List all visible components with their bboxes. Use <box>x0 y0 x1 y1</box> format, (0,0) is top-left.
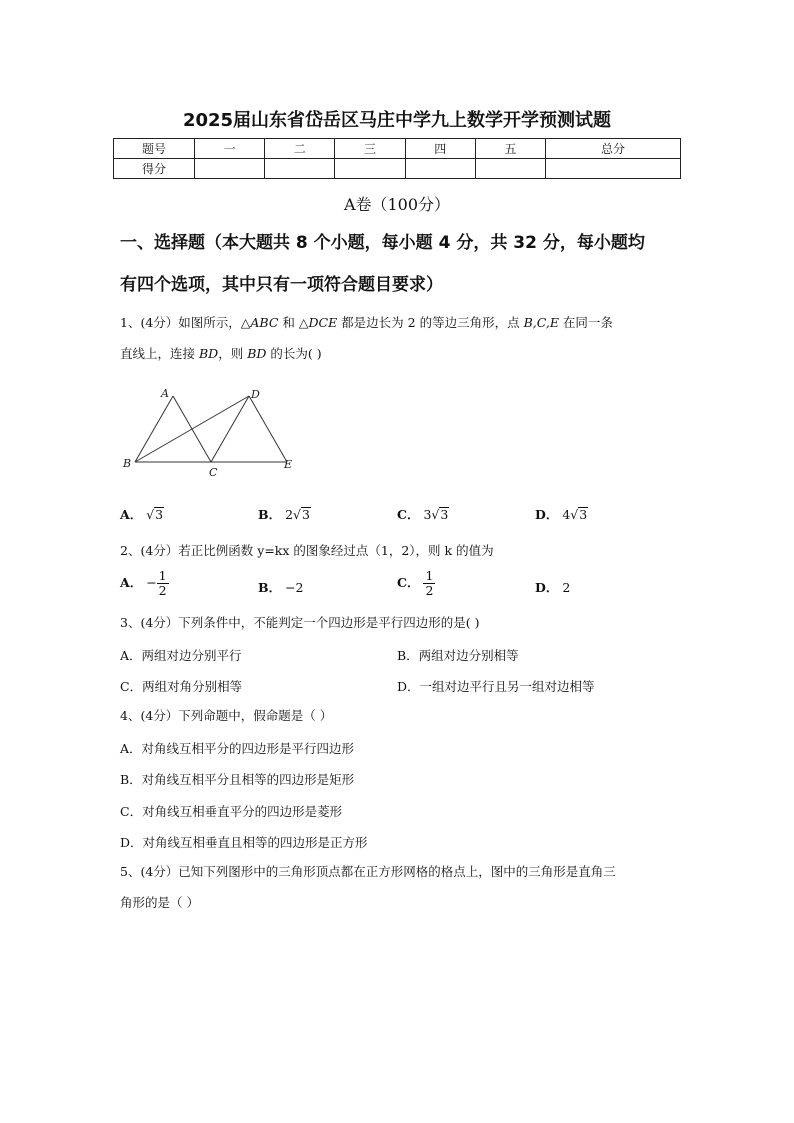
part1-heading-line1: 一、选择题（本大题共 8 个小题，每小题 4 分，共 32 分，每小题均 <box>120 233 645 253</box>
score-header-cell: 总分 <box>546 139 681 159</box>
score-header-cell: 五 <box>475 139 545 159</box>
section-a-heading: A卷（100分） <box>343 195 451 214</box>
score-table <box>113 138 681 179</box>
q1-option-b[interactable]: B． 2√3 <box>258 507 310 522</box>
part1-heading-line2: 有四个选项，其中只有一项符合题目要求） <box>120 275 443 295</box>
score-table-score-row <box>114 159 681 179</box>
q2-text: 2、(4分）若正比例函数 y=kx 的图象经过点（1，2），则 k 的值为 <box>120 543 494 558</box>
q2-option-c[interactable]: C． $\frac{1}{2}$ <box>397 568 434 598</box>
q3-option-d[interactable]: D．一组对边平行且另一组对边相等 <box>397 679 595 694</box>
q3-option-c[interactable]: C．两组对角分别相等 <box>120 679 243 694</box>
score-table-header-row <box>114 139 681 159</box>
q3-text: 3、(4分）下列条件中，不能判定一个四边形是平行四边形的是( ) <box>120 615 480 630</box>
exam-title: 2025届山东省岱岳区马庄中学九上数学开学预测试题 <box>182 110 612 131</box>
q1-triangle-figure <box>115 382 315 477</box>
score-cell[interactable] <box>335 159 405 179</box>
point-label-c: C <box>209 466 218 477</box>
score-header-cell: 一 <box>195 139 265 159</box>
q4-option-a[interactable]: A．对角线互相平分的四边形是平行四边形 <box>120 741 355 756</box>
q4-text: 4、(4分）下列命题中，假命题是（ ） <box>120 708 333 723</box>
score-header-cell: 四 <box>405 139 475 159</box>
q2-option-b[interactable]: B． −2 <box>258 580 304 595</box>
q2-option-a[interactable]: A． − $\frac{1}{2}$ <box>120 568 167 598</box>
q1-option-d[interactable]: D． 4√3 <box>535 507 588 522</box>
score-header-cell: 三 <box>335 139 405 159</box>
score-cell[interactable] <box>546 159 681 179</box>
point-label-e: E <box>284 458 293 471</box>
score-cell[interactable] <box>195 159 265 179</box>
q1-line2: 直线上，连接 BD，则 BD 的长为( ) <box>120 346 322 361</box>
point-label-b: B <box>123 457 132 470</box>
score-cell[interactable] <box>475 159 545 179</box>
q1-option-a[interactable]: A． √3 <box>120 507 164 522</box>
q4-option-b[interactable]: B．对角线互相平分且相等的四边形是矩形 <box>120 772 355 787</box>
q3-option-a[interactable]: A．两组对边分别平行 <box>120 648 242 663</box>
q2-option-d[interactable]: D． 2 <box>535 580 571 595</box>
q4-option-c[interactable]: C．对角线互相垂直平分的四边形是菱形 <box>120 804 343 819</box>
score-header-cell: 二 <box>265 139 335 159</box>
point-label-d: D <box>251 388 260 401</box>
point-label-a: A <box>161 387 169 400</box>
score-row-label: 得分 <box>114 159 195 179</box>
score-header-cell: 题号 <box>114 139 195 159</box>
q1-option-c[interactable]: C． 3√3 <box>397 507 449 522</box>
q1-line1: 1、(4分）如图所示，△ABC 和 △DCE 都是边长为 2 的等边三角形，点 B,C,E 在同一条 <box>120 315 613 330</box>
q5-line1: 5、(4分）已知下列图形中的三角形顶点都在正方形网格的格点上，图中的三角形是直角三 <box>120 864 616 879</box>
q3-option-b[interactable]: B．两组对边分别相等 <box>397 648 519 663</box>
q5-line2: 角形的是（ ） <box>120 895 199 910</box>
score-cell[interactable] <box>265 159 335 179</box>
q4-option-d[interactable]: D．对角线互相垂直且相等的四边形是正方形 <box>120 835 368 850</box>
score-cell[interactable] <box>405 159 475 179</box>
